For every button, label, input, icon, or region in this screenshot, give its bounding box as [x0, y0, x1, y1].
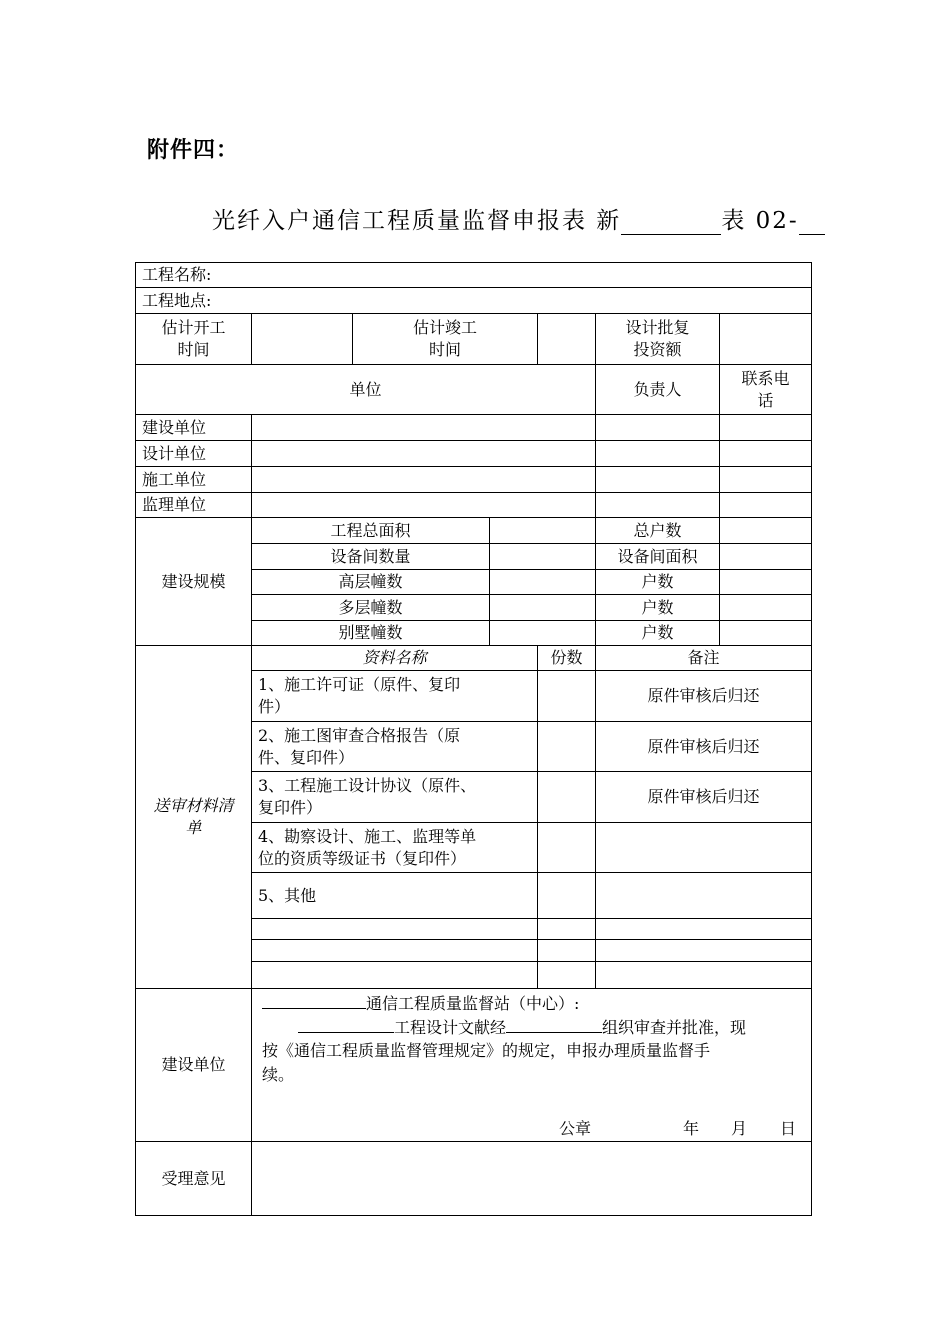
- scale-left-value[interactable]: [490, 544, 596, 570]
- person-header: 负责人: [596, 365, 720, 415]
- finish-time-value[interactable]: [538, 314, 596, 365]
- scale-right-label: 总户数: [596, 518, 720, 544]
- unit-phone-cell[interactable]: [720, 415, 812, 441]
- material-name: 4、勘察设计、施工、监理等单 位的资质等级证书（复印件）: [252, 823, 538, 873]
- declaration-text: [252, 989, 812, 1142]
- budget-label: 设计批复 投资额: [596, 314, 720, 365]
- construction-declaration-row: [136, 989, 812, 1142]
- organizer-blank-field[interactable]: [506, 1015, 602, 1033]
- document-blank-field[interactable]: [298, 1015, 394, 1033]
- seal-label: 公章: [559, 1119, 592, 1138]
- unit-person-cell[interactable]: [596, 441, 720, 467]
- scale-right-value[interactable]: [720, 621, 812, 646]
- declaration-line-3: 按《通信工程质量监督管理规定》的规定，申报办理质量监督手: [262, 1041, 711, 1060]
- acceptance-label: 受理意见: [136, 1142, 252, 1216]
- unit-row: [136, 415, 812, 441]
- unit-row-label: 施工单位: [136, 467, 252, 493]
- material-copies-cell[interactable]: [538, 772, 596, 823]
- declaration-line-1: 通信工程质量监督站（中心）:: [262, 991, 801, 1015]
- budget-value[interactable]: [720, 314, 812, 365]
- year-label: 年: [683, 1119, 700, 1138]
- unit-header: 单位: [136, 365, 596, 415]
- scale-left-value[interactable]: [490, 570, 596, 595]
- material-name: 1、施工许可证（原件、复印 件）: [252, 671, 538, 722]
- material-note: 原件审核后归还: [596, 772, 812, 823]
- finish-time-label: 估计竣工 时间: [353, 314, 538, 365]
- unit-row-label: 设计单位: [136, 441, 252, 467]
- material-copies-cell[interactable]: [538, 671, 596, 722]
- unit-name-cell[interactable]: [252, 441, 596, 467]
- scale-right-label: 设备间面积: [596, 544, 720, 570]
- material-blank-copies[interactable]: [538, 962, 596, 989]
- scale-right-value[interactable]: [720, 595, 812, 621]
- material-note: 原件审核后归还: [596, 671, 812, 722]
- seal-date-line: [262, 1117, 801, 1141]
- material-note: 原件审核后归还: [596, 722, 812, 772]
- materials-header-row: [136, 646, 812, 671]
- scale-left-label: 工程总面积: [252, 518, 490, 544]
- unit-name-cell[interactable]: [252, 493, 596, 518]
- material-note-cell[interactable]: [596, 873, 812, 919]
- unit-person-cell[interactable]: [596, 467, 720, 493]
- material-blank-copies[interactable]: [538, 940, 596, 962]
- unit-name-cell[interactable]: [252, 467, 596, 493]
- unit-row-label: 监理单位: [136, 493, 252, 518]
- scale-row: [136, 518, 812, 544]
- material-copies-cell[interactable]: [538, 823, 596, 873]
- unit-person-cell[interactable]: [596, 493, 720, 518]
- material-blank-copies[interactable]: [538, 919, 596, 940]
- scale-right-value[interactable]: [720, 570, 812, 595]
- project-location-row: [136, 288, 812, 314]
- month-label: 月: [731, 1119, 748, 1138]
- material-blank-name[interactable]: [252, 940, 538, 962]
- start-time-label: 估计开工 时间: [136, 314, 252, 365]
- unit-row: [136, 493, 812, 518]
- construction-label: 建设单位: [136, 989, 252, 1142]
- acceptance-row: [136, 1142, 812, 1216]
- scale-left-value[interactable]: [490, 595, 596, 621]
- schedule-row: [136, 314, 812, 365]
- scale-left-value[interactable]: [490, 621, 596, 646]
- unit-row-label: 建设单位: [136, 415, 252, 441]
- material-note[interactable]: [596, 823, 812, 873]
- scale-label: 建设规模: [136, 518, 252, 646]
- form-title: [212, 202, 825, 235]
- table-number-blank[interactable]: [799, 208, 825, 235]
- material-name: 3、工程施工设计协议（原件、 复印件）: [252, 772, 538, 823]
- unit-phone-cell[interactable]: [720, 441, 812, 467]
- material-blank-note[interactable]: [596, 962, 812, 989]
- material-blank-name[interactable]: [252, 919, 538, 940]
- title-main: 光纤入户通信工程质量监督申报表 新: [212, 208, 622, 234]
- material-name: 2、施工图审查合格报告（原 件、复印件）: [252, 722, 538, 772]
- unit-row: [136, 467, 812, 493]
- scale-right-label: 户数: [596, 595, 720, 621]
- material-copies-cell[interactable]: [538, 873, 596, 919]
- scale-left-label: 高层幢数: [252, 570, 490, 595]
- material-note-header: 备注: [596, 646, 812, 671]
- material-copies-cell[interactable]: [538, 722, 596, 772]
- supervision-form-table: [135, 262, 812, 1216]
- scale-right-value[interactable]: [720, 544, 812, 570]
- material-name-header: 资料名称: [252, 646, 538, 671]
- material-blank-note[interactable]: [596, 940, 812, 962]
- day-label: 日: [780, 1119, 797, 1138]
- unit-row: [136, 441, 812, 467]
- unit-name-cell[interactable]: [252, 415, 596, 441]
- project-location-label[interactable]: 工程地点:: [136, 288, 812, 314]
- scale-right-value[interactable]: [720, 518, 812, 544]
- scale-left-label: 别墅幢数: [252, 621, 490, 646]
- title-table-number: 表 02-: [721, 208, 799, 234]
- phone-header: 联系电 话: [720, 365, 812, 415]
- material-name: 5、其他: [252, 873, 538, 919]
- materials-label: 送审材料清 单: [136, 646, 252, 989]
- unit-phone-cell[interactable]: [720, 493, 812, 518]
- units-header-row: [136, 365, 812, 415]
- unit-phone-cell[interactable]: [720, 467, 812, 493]
- material-blank-name[interactable]: [252, 962, 538, 989]
- scale-left-label: 多层幢数: [252, 595, 490, 621]
- title-blank-field[interactable]: [621, 208, 721, 235]
- scale-right-label: 户数: [596, 621, 720, 646]
- scale-left-value[interactable]: [490, 518, 596, 544]
- material-blank-note[interactable]: [596, 919, 812, 940]
- station-blank-field[interactable]: [262, 991, 366, 1009]
- declaration-line-2: 工程设计文献经 组织审查并批准，现: [262, 1015, 801, 1039]
- start-time-value[interactable]: [252, 314, 353, 365]
- attachment-label: 附件四：: [147, 138, 240, 163]
- project-name-row: [136, 263, 812, 288]
- declaration-line-4: 续。: [262, 1065, 295, 1084]
- scale-right-label: 户数: [596, 570, 720, 595]
- material-copies-header: 份数: [538, 646, 596, 671]
- project-name-label[interactable]: 工程名称:: [136, 263, 812, 288]
- acceptance-opinion-cell[interactable]: [252, 1142, 812, 1216]
- scale-left-label: 设备间数量: [252, 544, 490, 570]
- unit-person-cell[interactable]: [596, 415, 720, 441]
